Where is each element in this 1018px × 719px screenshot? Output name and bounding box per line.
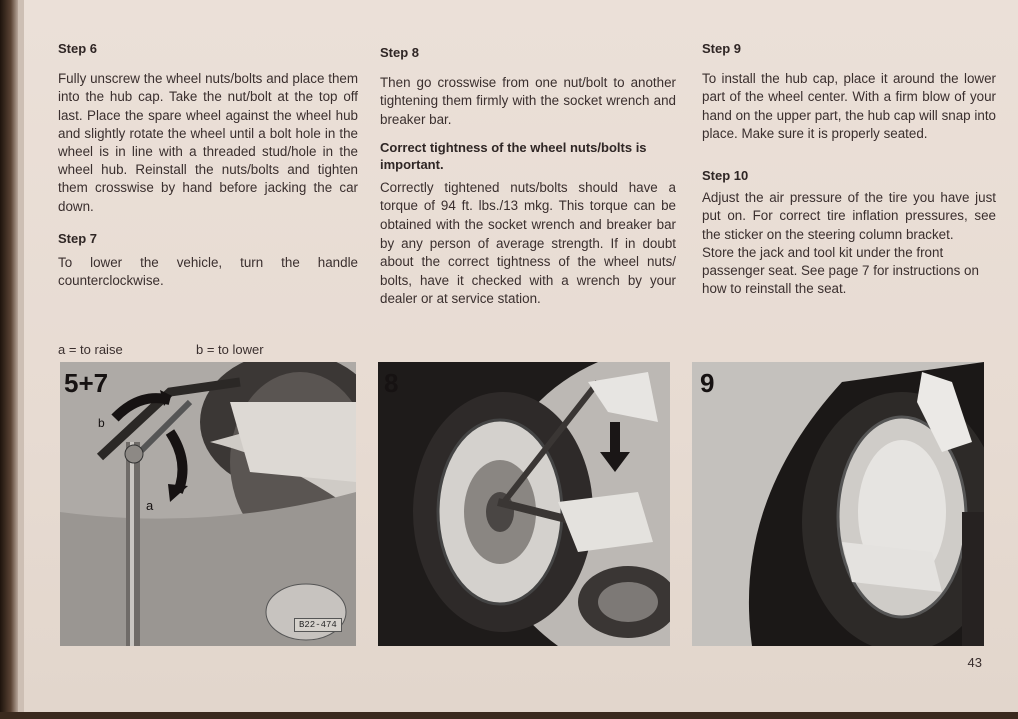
column-middle [380,44,676,309]
step8-body: Then go crosswise from one nut/bolt to another tightening them firmly with the socket wrench and breaker bar. [380,75,676,127]
step8-body2: Correctly tightened nuts/bolts should have a torque of 94 ft. lbs./13 mkg. This torque can be obtained with the socket wrench and breaker bar by any person of average strength. If in doubt about the correct tightness of the wheel nuts/ bolts, have it checked with a wrench by your dealer or at service station. [380,179,676,307]
step10-body2: Store the jack and tool kit under the front passenger seat. See page 7 for instructions on how to reinstall the seat. [702,244,979,297]
figure-hubcap-photo [692,362,984,646]
photo-plate: B22-474 [294,618,342,632]
book-spine [0,0,18,719]
legend-lower: b = to lower [196,342,264,357]
step6-title: Step 6 [58,41,98,56]
page-bottom-edge [0,712,1018,719]
manual-page [18,0,1018,712]
label-a: a [146,498,154,513]
column-right [702,40,996,298]
legend-raise: a = to raise [58,342,123,357]
column-left [58,40,358,290]
step8-subheading: Correct tightness of the wheel nuts/bolts is important. [380,139,647,172]
figure-number-9: 9 [700,368,715,398]
figure-number-8: 8 [384,368,399,398]
figure-jack-photo [60,362,356,646]
step10-title: Step 10 [702,168,749,184]
step8-title: Step 8 [380,45,420,60]
hubcap-install-illustration [692,362,984,646]
step6-body: Fully unscrew the wheel nuts/bolts and place them into the hub cap. Take the nut/bolt at the top off last. Place the spare wheel against the wheel hub and slightly rotate the wheel until a bolt hole in the wheel is in line with a threaded stud/hole in the wheel hub. Reinstall the nuts/bolts and tighten them crosswise by hand before jacking the car down. [58,71,358,214]
label-b: b [98,416,105,430]
page-number: 43 [967,655,982,670]
step9-body: To install the hub cap, place it around the lower part of the wheel center. With a firm blow of your hand on the upper part, the hub cap will snap into place. Make sure it is properly seated. [702,71,996,141]
step9-title: Step 9 [702,41,742,56]
step7-body: To lower the vehicle, turn the handle counterclockwise. [58,255,358,289]
step7-title: Step 7 [58,230,98,246]
figure-tightening-photo [378,362,670,646]
wheel-tightening-illustration [378,362,670,646]
figure-number-5-7: 5+7 [64,368,109,398]
step10-body: Adjust the air pressure of the tire you have just put on. For correct tire inflation pressures, see the sticker on the steering column bracket. [702,190,996,242]
jack-illustration [60,362,356,646]
